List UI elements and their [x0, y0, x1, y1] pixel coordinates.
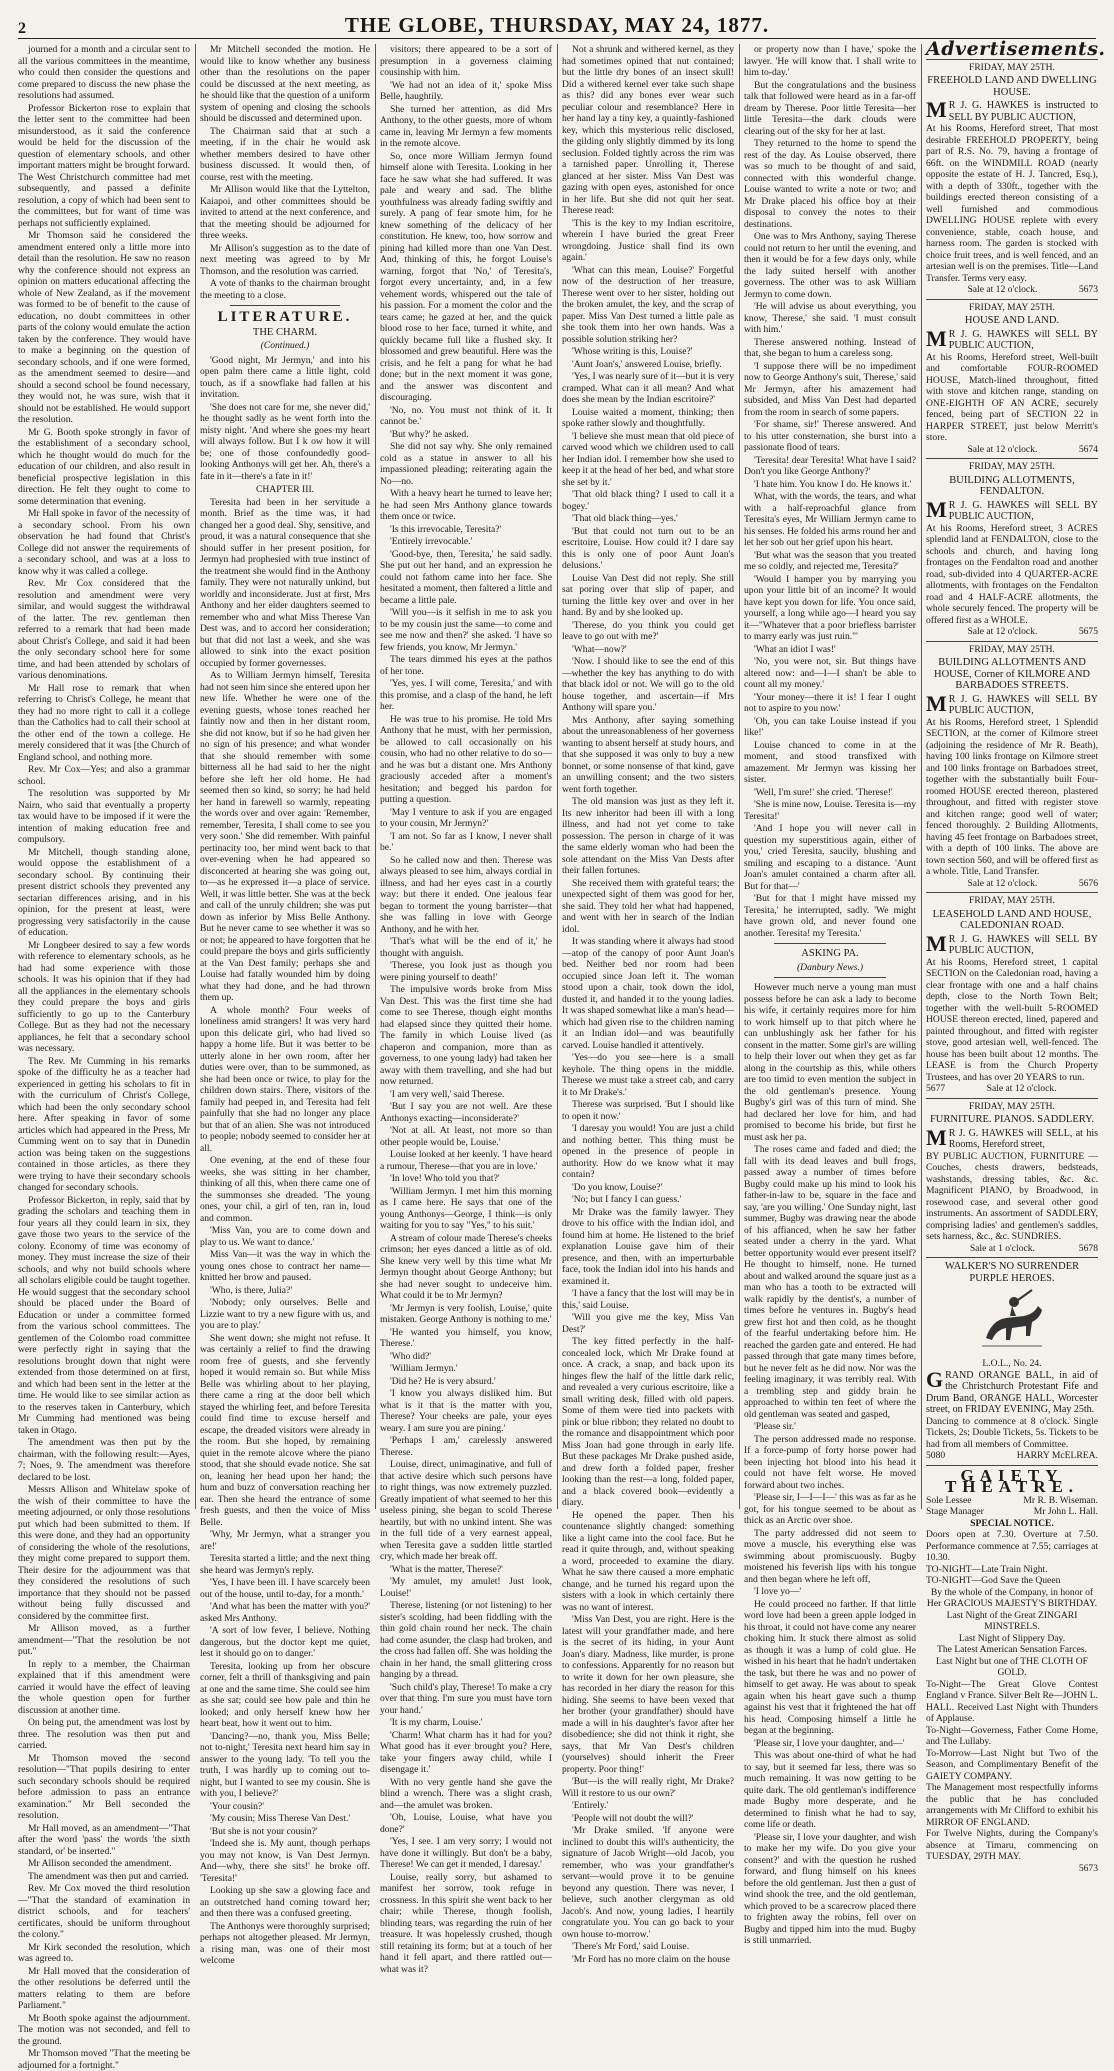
- ad-number: 5675: [1078, 626, 1098, 637]
- paragraph: 'We had not an idea of it,' spoke Miss Belle, haughtily.: [380, 79, 552, 102]
- paragraph: 'Your money—there it is! I fear I ought not to aspire to you now.': [744, 691, 916, 714]
- paragraph: Mr Hall moved, as an amendment—"That after the word 'pass' the words 'the sixth standard, or' be inserted.": [18, 1822, 190, 1857]
- paragraph: Teresita started a little; and the next thing she heard was Jermyn's reply.: [200, 1553, 370, 1576]
- paragraph: A whole month? Four weeks of loneliness amid strangers! It was very hard upon this delicate girl, who had lived so happy a home life. But it was better to be utterly alone in her own room, after her duties were over, than to be summoned, as she had been once or twice, to play for the children down stairs. There, visitors of the family had peeped in, and Teresita had felt painfully that she had no longer any place but that of an alien. She was not introduced to people; nobody seemed to consider her at all.: [200, 1004, 370, 1154]
- ad-number: 5674: [1078, 443, 1098, 455]
- ad-date: FRIDAY, MAY 25TH.: [969, 896, 1055, 906]
- paragraph: 'In love! Who told you that?': [390, 1173, 500, 1184]
- ad-sale-time: Sale at 12 o'clock.: [986, 1083, 1057, 1094]
- paragraph: 'Who, is there, Julia?': [210, 1284, 293, 1296]
- drop-cap: G: [926, 1366, 944, 1392]
- paragraph: 'May I venture to ask if you are engaged to your cousin, Mr Jermyn?': [380, 806, 552, 829]
- paragraph: This was about one-third of what he had to say, but it seemed far less, there was so much remaining. It was now getting to be quite dark. The old gentleman's indifference made Bugby more desperate, and he determined to finish what he had to say, come life or death.: [744, 1750, 916, 1830]
- column-2: [200, 44, 370, 1966]
- story-part-3: [380, 44, 552, 1975]
- paragraph: Louise, direct, unimaginative, and full of that active desire which such persons have to right things, was now extremely puzzled. Greatly impatient of what seemed to her this useless pining, she began to scold Therese heartily, but with no unkind intent. She was in the full tide of a very earnest appeal, when Teresita gave a sudden little startled cry, which made her break off.: [380, 1459, 552, 1562]
- paragraph: 'I love yo—': [754, 1586, 802, 1597]
- paragraph: Mr G. Booth spoke strongly in favor of the establishment of a secondary school, which he thought would do much for the education of our children, and also result in beneficial prospective legislation in this direction. He felt they ought to come to some determination that evening.: [18, 426, 190, 507]
- paragraph: Therese, listening (or not listening) to her sister's scolding, had been fiddling with the thin gold chain round her neck. The chain had come asunder, the clasp had broken, and the cross had fallen off. She was holding the chain in her hand, the small glittering cross hanging by a thread.: [380, 1600, 552, 1680]
- lessee-name: Mr R. B. Wiseman.: [1023, 1494, 1098, 1506]
- paragraph: Miss Van—it was the way in which the young ones chose to contract her name—knitted her brow and paused.: [200, 1249, 370, 1283]
- paragraph: He opened the paper. Then his countenance slightly changed: something like a light came into the cool face. But he read it quite through, and, without speaking a word, proceeded to examine the diary. What he saw there caused a more emphatic change, and he turned his regard upon the sisters with a look in which certainly there was no want of interest.: [562, 1509, 734, 1613]
- ad-date: FRIDAY, MAY 25TH.: [969, 62, 1055, 73]
- paragraph: 'I believe she must mean that old piece of carved wood which we children used to call her Indian idol. I remember how she used to keep it at the head of her bed, and what store she set by it.': [562, 430, 734, 488]
- paragraph: 'People will not doubt the will?': [572, 1812, 694, 1824]
- ad-signature: HARRY McELREA.: [1016, 1450, 1098, 1461]
- column-rule: [921, 44, 922, 1509]
- ad-lead: R J. G. HAWKES is instructed to SELL BY PUBLIC AUCTION,: [948, 100, 1098, 123]
- column-3: [380, 44, 552, 1975]
- paragraph: 'William Jermyn. I met him this morning as I came here. He says that one of the young Anthonys—George, I think—is only waiting for you to say "Yes," to his suit.': [380, 1185, 552, 1231]
- ad-caption: L.O.L., No. 24.: [982, 1358, 1042, 1369]
- ad-gaiety-theatre: [926, 1465, 1098, 1878]
- literature-heading: LITERATURE.: [217, 309, 353, 325]
- paragraph: A stream of colour made Therese's cheeks crimson; her eyes danced a little as of old. She knew very well by this time what Mr Jermyn thought about George Anthony; but she had never sought to undeceive him. What could it be to Mr Jermyn?: [380, 1232, 552, 1301]
- paragraph: 'Charm! What charm has it had for you? What good has it ever brought you? Here, take your fingers away child, while I disengage it.': [380, 1729, 552, 1775]
- paragraph: Mr Mitchell seconded the motion. He would like to know whether any business other than the resolutions on the paper could be discussed at the next meeting, as he should like that the question of a uniform system of opening and closing the schools should be discussed and determined upon.: [200, 44, 370, 124]
- paragraph: 'Please sir, I—I—I—' this was as far as he got, for his tongue seemed to be about as thick as an Arctic over shoe.: [744, 1492, 916, 1526]
- programme-line: To-Night—The Great Glove Contest England v France. Silver Belt Re—JOHN L. HALL. Received Last Night with Thunders of Applause.: [926, 1678, 1098, 1724]
- paragraph: Mr Drake was the family lawyer. They drove to his office with the Indian idol, and found him at home. He listened to the brief explanation Louise gave him of their presence, and then, with an imperturbable face, took the Indian idol into his hands and examined it.: [562, 1206, 734, 1287]
- ad-kilmore-barbadoes: [926, 641, 1098, 893]
- paragraph: One was to Mrs Anthony, saying Therese could not return to her until the evening, and then it would be for a few days only, while the lady suited herself with another governess. The other was to ask William Jermyn to come down.: [744, 231, 916, 300]
- column-1-education-report: [18, 44, 190, 2071]
- paragraph: With a heavy heart he turned to leave her; he had seen Mrs Anthony glance towards them once or twice.: [380, 488, 552, 522]
- paragraph: 'Perhaps I am,' carelessly answered Therese.: [380, 1435, 552, 1458]
- ad-date: FRIDAY, MAY 25TH.: [969, 462, 1055, 472]
- paragraph: Mr Thomson said he considered the amendment entered only a little more into detail than the resolution. He saw no reason why the conference should not express an opinion on matters educational affecting the whole of New Zealand, as if the movement was formed to be of benefit to the cause of education, no doubt committees in other parts of the colony would emulate the action taken by the conference. They would have to make a beginning on the question of secondary schools, and if one were formed, as the amendment seemed to desire—and should a second school be found necessary, they would not, he was sure, wish that it should not be established. He would support the resolution.: [18, 230, 190, 425]
- ad-furniture-pianos: [926, 1098, 1098, 1258]
- paragraph: 'No; but I fancy I can guess.': [572, 1194, 682, 1205]
- ad-lead: R J. G. HAWKES will SELL BY PUBLIC AUCTION,: [948, 328, 1098, 351]
- paragraph: The old mansion was just as they left it. Its new inheritor had been ill with a long illness, and had not yet come to take possession. The person in charge of it was the same elderly woman who had been the sole attendant on the Miss Van Dests after their fallen fortunes.: [562, 796, 734, 876]
- paragraph: Not a shrunk and withered kernel, as they had sometimes opined that nut contained; but the little dry bones of an insect skull! Did a withered kernel ever take such shape as this? did any bones ever wear such peculiar colour and resemblance? Here in her hand lay a tiny key, a quaintly-fashioned key, which this mysterious relic disclosed, the gilding only slightly dimmed by its long seclusion. Folded tightly across the rim was a tarnished paper. Unrolling it, Therese glanced at her sister. Miss Van Dest was gazing with open eyes, astonished for once in her life. But she did not quit her seat. Therese read:: [562, 44, 734, 216]
- paragraph: 'But she is not your cousin?': [210, 1825, 318, 1837]
- story-part-1: [200, 355, 370, 483]
- paragraph: Therese answered nothing. Instead of that, she began to hum a careless song.: [744, 336, 916, 359]
- drop-cap: M: [926, 97, 947, 122]
- paragraph: So he called now and then. Therese was always pleased to see him, always cordial in illness, and had her eyes cast in a courtly way: but there it ended. One jealous fear began to torment the young barrister—that she was falling in love with George Anthony, and he with her.: [380, 854, 552, 935]
- paragraph: 'Yes—do you see—here is a small keyhole. The thing opens in the middle. Therese we must take a street cab, and carry it to Mr Drake's.': [562, 1052, 734, 1098]
- paragraph: 'Please sir.': [754, 1421, 796, 1432]
- paragraph: She turned her attention, as did Mrs Anthony, to the other guests, more of whom came in, leaving Mr Jermyn a few moments in the remote alcove.: [380, 103, 552, 149]
- paragraph: 'Yes, I see. I am very sorry; I would not have done it willingly. But don't be a baby, Therese! We can get it mended, I daresay.': [380, 1836, 552, 1870]
- paragraph: 'I hate him. You know I do. He knows it.': [754, 478, 912, 490]
- column-rule: [195, 44, 196, 1509]
- paragraph: 'There's Mr Ford,' said Louise.: [572, 1941, 690, 1952]
- ad-sale-time: Sale at 12 o'clock.: [967, 284, 1038, 295]
- paragraph: On being put, the amendment was lost by three. The resolution was then put and carried.: [18, 1717, 190, 1751]
- ad-number: 5673: [1078, 1862, 1098, 1874]
- paragraph: 'Therese, do you think you could get leave to go out with me?': [562, 619, 734, 642]
- programme-line: The Management most respectfully informs the public that he has concluded arrangements with Mr Clifford to exhibit his MIRROR OF ENGLAND.: [926, 1782, 1098, 1828]
- paragraph: 'Good-bye, then, Teresita,' he said sadly. She put out her hand, and an expression he could not fathom came into her face. She hesitated a moment, then faltered a little and became a little pale.: [380, 548, 552, 606]
- paragraph: 'And what has been the matter with you?' asked Mrs Anthony.: [200, 1601, 370, 1624]
- paragraph: 'I am very well,' said Therese.: [390, 1088, 505, 1100]
- paragraph: 'William Jermyn.': [390, 1363, 458, 1374]
- ad-heading: LEASEHOLD LAND AND HOUSE, CALEDONIAN ROAD.: [932, 908, 1092, 931]
- paragraph: The amendment was then put and carried.: [28, 1870, 189, 1882]
- paragraph: Professor Bickerton rose to explain that the letter sent to the committee had been misunderstood, as it said the conference would be held for the discussion of the question of elementary schools, and other important matters might be brought forward. The West Christchurch committee had met subsequently, and passed a definite resolution, a copy of which had been sent to the committees, but for want of time was perhaps not sufficiently explained.: [18, 102, 190, 229]
- paragraph: 'Mr Ford has no more claim on the house: [572, 1953, 730, 1965]
- paragraph: Louise chanced to come in at the moment, and stood transfixed with amazement. Mr Jermyn was kissing her sister.: [744, 739, 916, 785]
- paragraph: 'Why, Mr Jermyn, what a stranger you are!': [200, 1529, 370, 1552]
- paragraph: 'Teresita! dear Teresita! What have I said? Don't you like George Anthony?': [744, 454, 916, 477]
- paragraph: 'This is the key to my Indian escritoire, wherein I have buried the great Freer wrongdoing. Justice shall find its own again.': [562, 217, 734, 263]
- ad-sale-time: Sale at 12 o'clock.: [967, 877, 1038, 889]
- paragraph: Louise Van Dest did not reply. She still sat poring over that slip of paper, and turning the little key over and over in her hand. By and by she looked up.: [562, 572, 734, 618]
- paragraph: or property now than I have,' spoke the lawyer. 'He will know that. I shall write to him to-day.': [744, 44, 916, 78]
- ad-lead: R J. G. HAWKES will SELL BY PUBLIC AUCTION,: [948, 933, 1098, 956]
- paragraph: Mr Thomson moved "That the meeting be adjourned for a fortnight.": [18, 2048, 190, 2071]
- ad-freehold-land: [926, 59, 1098, 299]
- paragraph: She did not say why. She only remained cold as a statue in answer to all his impassioned pleading; reiterating again the No—no.: [380, 441, 552, 487]
- paragraph: Teresita, looking up from her obscure corner, felt a thrill of thanksgiving and pain at one and the same time. She could see him as she sat; could see how pale and thin he looked; and only herself knew how her heart beat, how it went out to him.: [200, 1660, 370, 1729]
- paragraph: 'But I say you are not well. Are these Anthonys exacting—inconsiderate?': [380, 1101, 552, 1124]
- paragraph: The key fitted perfectly in the half-concealed lock, which Mr Drake found at once. A crack, a snap, and back upon its hinges flew the half of the little dark relic, and revealed a very curious escritoire, like a small writing desk, filled with old papers. Some of them were tied into packets with pink or blue ribbon; they related no doubt to the romance and disappointment which poor Miss Joan had gone through in early life. But these packages Mr Drake pushed aside, and drew forth a folded paper, fresher looking than the rest—a long, folded paper, and a black covered book—evidently a diary.: [562, 1336, 734, 1508]
- paragraph: 'What is the matter, Therese?': [390, 1563, 503, 1575]
- ad-lead: R J. G. HAWKES will SELL BY PUBLIC AUCTION,: [948, 693, 1098, 716]
- paragraph: 'He will advise us about everything, you know, Therese,' she said. 'I must consult with him.': [744, 301, 916, 335]
- paragraph: 'My cousin; Miss Therese Van Dest.': [210, 1813, 351, 1824]
- column-rule: [557, 44, 558, 1509]
- programme-line: By the whole of the Company, in honor of Her GRACIOUS MAJESTY'S BIRTHDAY.: [926, 1586, 1098, 1609]
- ad-sale-time: Sale at 12 o'clock.: [967, 626, 1038, 637]
- programme-line: Last Night of the Great ZINGARI MINSTRELS.: [946, 1609, 1078, 1632]
- programme-line: The Latest American Sensation Farces.: [937, 1644, 1087, 1655]
- paragraph: She went down; she might not refuse. It was certainly a relief to find the drawing room free of guests, and she fervently hoped it would remain so. But while Miss Belle was whirling about to her playing, there came a ring at the door bell which stayed the whirling feet, and before Teresita could find time to excuse herself and escape, the dreaded visitors were already in the room. But she hoped, by remaining quiet in the remote alcove where the piano stood, that she should evade notice. She sat on, leaning her head upon her hand; the hum and buzz of conversation reaching her ear. Then she heard the entrance of some fresh guests, and then the voice of Miss Belle.: [200, 1332, 370, 1528]
- story-part-2: [200, 497, 370, 1967]
- paragraph: Rev. Mr Cox—Yes; and also a grammar school.: [18, 764, 190, 787]
- ad-body: Dancing to commence at 8 o'clock. Single Tickets, 2s; Double Tickets, 5s. Tickets to be had from all members of Committee.: [926, 1415, 1098, 1450]
- paragraph: 'Yes, I have been ill. I have scarcely been out of the house, until to-day, for a month.': [200, 1577, 370, 1600]
- paragraph: journed for a month and a circular sent to all the various committees in the meantime, who could then consider the questions and come prepared to discuss the new phase the resolutions had assumed.: [18, 44, 190, 101]
- paragraph: 'But why?' he asked.: [390, 428, 469, 440]
- paragraph: What, with the words, the tears, and what with a half-reproachful glance from Teresita's eyes, Mr William Jermyn came to his senses. He folded his arms round her and let her sob out her grief upon his heart.: [744, 491, 916, 548]
- story-ending: [744, 44, 916, 939]
- drop-cap: M: [926, 930, 947, 956]
- paragraph: 'That old black thing? I used to call it a bogey.': [562, 489, 734, 512]
- paragraph: 'What an idiot I was!': [754, 643, 836, 655]
- paragraph: Louise, really sorry, but ashamed to manifest her sorrow, took refuge in crossness. In this spirit she went back to her chair; while Therese, though foolish, blinding tears, was regarding the ruin of her treasure. It was hopelessly crushed, though still retaining its form; but at a touch of her hand it fell apart, and there rattled out—what was it?: [380, 1871, 552, 1975]
- page-number: 2: [18, 20, 26, 37]
- paragraph: 'Mr Jermyn is very foolish, Louise,' quite mistaken. George Anthony is nothing to me.': [380, 1302, 552, 1325]
- paragraph: 'Oh, Louise, Louise, what have you done?': [380, 1812, 552, 1835]
- ad-heading: HOUSE AND LAND.: [964, 315, 1060, 326]
- paragraph: Mr Mitchell, though standing alone, would oppose the establishment of a secondary school. By continuing their present district schools they prevented any sectarian differences arising, and in his opinion, for the present at least, were progressing very satisfactorily in the cause of education.: [18, 846, 190, 938]
- paragraph: 'Entirely irrevocable.': [390, 536, 473, 547]
- paragraph: Mr Allison would like that the Lyttelton, Kaiapoi, and other committees should be invited to attend at the next conference, and that the meeting should be adjourned for three weeks.: [200, 184, 370, 241]
- paragraph: visitors; there appeared to be a sort of presumption in a governess claiming cousinship with him.: [380, 44, 552, 78]
- ad-heading: FREEHOLD LAND AND DWELLING HOUSE.: [927, 75, 1097, 98]
- programme-line: Last Night of Slippery Day.: [958, 1632, 1066, 1644]
- special-notice: SPECIAL NOTICE.: [970, 1517, 1054, 1529]
- ad-body: BY PUBLIC AUCTION, FURNITURE — Couches, chests drawers, bedsteads, washstands, dressing tables, &c. &c. Magnificent PIANO, by Broadwood, in rosewood case, and several other good instruments. An assortment of SADDLERY, comprising ladies' and gentlemen's saddles, sets harness, &c., &c. SUNDRIES.: [926, 1150, 1098, 1242]
- paragraph: 'Is this irrevocable, Teresita?': [390, 523, 502, 535]
- ad-number: 5673: [1078, 284, 1098, 295]
- paragraph: He was true to his promise. He told Mrs Anthony that he must, with her permission, be allowed to call occasionally on his cousin, who had no other relative to do so—and he was but a distant one. Mrs Anthony graciously acceded after a moment's hesitation; and begged his pardon for putting a question.: [380, 713, 552, 805]
- paragraph: Mr Hall rose to remark that when referring to Christ's College, he meant that they had no more right to call it a college than the Catholics had to call their school at the other end of the town a college. He merely considered that it was [the Church of England school, and nothing more.: [18, 682, 190, 763]
- page-title: THE GLOBE, THURSDAY, MAY 24, 1877.: [344, 13, 770, 37]
- paragraph: 'It is my charm, Louise.': [390, 1717, 483, 1728]
- ad-lead: R J. G. HAWKES will SELL, at his Rooms, Hereford street,: [948, 1127, 1098, 1150]
- doors-time: Doors open at 7.30. Overture at 7.50. Performance commence at 7.55; carriages at 10.30.: [926, 1529, 1098, 1563]
- ad-house-and-land: [926, 299, 1098, 459]
- ad-number: 5678: [1078, 1242, 1098, 1254]
- programme-line: TO-NIGHT—God Save the Queen: [926, 1575, 1061, 1586]
- paragraph: 'Your cousin?': [210, 1800, 264, 1812]
- paragraph: The amendment was then put by the chairman, with the following result:—Ayes, 7; Noes, 9. The amendment was therefore declared to be lost.: [18, 1437, 190, 1483]
- programme-line: For Twelve Nights, during the Company's absence at Timaru, commencing on TUESDAY, 29TH MAY.: [926, 1828, 1098, 1862]
- asking-pa-body: [744, 982, 916, 1947]
- column-rule: [739, 44, 740, 1509]
- paragraph: Rev. Mr Cox considered that the resolution and amendment were very similar, and would suggest the withdrawal of the latter. The rev. gentleman then referred to a remark that had been made about Christ's College, and said it had been the only secondary school here for some time, and had been attended by scholars of various denominations.: [18, 578, 190, 681]
- paragraph: 'I daresay you would! You are just a child and nothing better. This thing must be opened in the presence of people in authority. How do we know what it may contain?: [562, 1123, 734, 1180]
- paragraph: 'Yes, I was nearly sure of it—but it is very cramped. What can it all mean? And what does she mean by the Indian escritoire?': [562, 371, 734, 405]
- masthead: [18, 10, 1096, 39]
- paragraph: 'She is mine now, Louise. Teresita is—my Teresita!': [744, 799, 916, 822]
- paragraph: 'Miss Van Dest, you are right. Here is the latest will your grandfather made, and here is the secret of its hiding, in your Aunt Joan's diary. Madness, like murder, is prone to confessions. Apparently for no reason but to write it down for her own pleasure, she has recorded in her diary the reason for this hiding. She seems to have been vexed that her brother (your grandfather) should have made a will in his daughter's favor after her disobedience; she did not think it right, she says, that Mr Van Dest's children (yourselves) should inherit the Freer property. Poor thing!': [562, 1614, 734, 1775]
- ad-leasehold-caledonian: [926, 892, 1098, 1098]
- paragraph: 'For shame, sir!' Therese answered. And to his utter consternation, she burst into a passionate flood of tears.: [744, 419, 916, 453]
- paragraph: 'Who did?': [390, 1350, 432, 1362]
- ad-heading: GAIETY THEATRE.: [944, 1465, 1080, 1496]
- paragraph: Mr Booth spoke against the adjournment. The motion was not seconded, and fell to the ground.: [18, 2012, 190, 2047]
- asking-pa-source: (Danbury News.): [796, 961, 864, 973]
- paragraph: 'Such child's play, Therese! To make a cry over that thing. I'm sure you must have torn your hand.': [380, 1681, 552, 1716]
- paragraph: She received them with grateful tears; the unexpected sight of them was good for her, she said. They told her what had happened, and went with her in search of the Indian idol.: [562, 877, 734, 935]
- paragraph: 'But that could not turn out to be an escritoire, Louise. How could it? I dare say this is only one of poor Aunt Joan's delusions.': [562, 525, 734, 571]
- ad-date: FRIDAY, MAY 25TH.: [969, 644, 1055, 655]
- drop-cap: M: [926, 690, 947, 716]
- paragraph: Mr Thomson moved the second resolution—"That pupils desiring to enter such secondary schools should be required before admission to pass an entrance examination." Mr Bell seconded the resolution.: [18, 1752, 190, 1821]
- paragraph: Mr Hall moved that the consideration of the other resolutions be deferred until the matters relating to them are before Parliament.": [18, 1965, 190, 2011]
- paragraph: 'That's what will be the end of it,' he thought with anguish.: [380, 936, 552, 959]
- paragraph: 'Would I hamper you by marrying you upon your little bit of an income? It would have kept you down for life. You once said, yourself, a long while ago—I heard you say it—"Whatever that a poor briefless barrister to marry early was just ruin."': [744, 573, 916, 642]
- ad-body: At his Rooms, Hereford street, 1 Splendid SECTION, at the corner of Kilmore street (adjoining the residence of Mr R. Beath), having 100 links frontage on Kilmore street and 100 links frontage on Barbadoes street, together with the substantially built Four-roomed HOUSE erected thereon, plastered throughout, and fitted with register stove and kitchen range; good well of water; fenced thoroughly. 2 Building Allotments, having 45 feet frontage on Barbadoes street, with a depth of 100 links. The above are town section 560, and will be offered first as a whole. Title, Land Transfer.: [926, 716, 1098, 877]
- paragraph: Professor Bickerton, in reply, said that by grading the scholars and teaching them in four years all they could learn in six, they gave those two years to the service of the colony. Economy of time was economy of money. They must increase the size of their schools, and why not build schools where all scholars eligible could be taught together. He would suggest that the secondary school should be placed under the Board of Education or under a committee formed from the various school committees. The gentlemen of the Colombo road committee were perfectly right in saying that the resolutions brought down that night were extended from those determined on at first, and which had been sent in the letter at the time. He would like to see similar action as to the reserves taken in Canterbury, which Mr Cumming had mentioned was being taken in Otago.: [18, 1194, 190, 1436]
- paragraph: The party addressed did not seem to move a muscle, his everything else was swimming about promiscuously. Bugby moistened his feverish lips with his tongue and then began where he left off,: [744, 1527, 916, 1585]
- paragraph: One evening, at the end of these four weeks, she was sitting in her chamber, thinking of all this, when there came one of the summonses she dreaded. 'The young ones, your chil, a girl of ten, ran in, loud and common.: [200, 1155, 370, 1224]
- paragraph: 'Miss Van, you are to come down and play to us. We want to dance.': [200, 1225, 370, 1248]
- paragraph: 'Oh, you can take Louise instead if you like!': [744, 715, 916, 738]
- king-william-horseman-icon: [972, 1286, 1052, 1356]
- paragraph: Mr Kirk seconded the resolution, which was agreed to.: [18, 1941, 190, 1964]
- paragraph: 'Entirely.': [572, 1800, 609, 1811]
- advertisements-heading: Advertisements.: [926, 38, 1106, 60]
- ad-lead: RAND ORANGE BALL, in aid of the Christchurch Protestant Fife and Drum Band, ORANGE HALL, Worcester street, on FRIDAY EVENING, May 25th.: [926, 1369, 1098, 1415]
- paragraph: 'A sort of low fever, I believe. Nothing dangerous, but the doctor kept me quiet, lest it should go on to danger.': [200, 1625, 370, 1659]
- column-rule: [375, 44, 376, 1509]
- paragraph: 'Did he? He is very absurd.': [390, 1375, 496, 1387]
- ad-heading: FURNITURE. PIANOS. SADDLERY.: [929, 1114, 1095, 1125]
- paragraph: 'What can this mean, Louise?' Forgetful now of the destruction of her treasure, Therese went over to her sister, holding out the broken amulet, the key, and the scrap of paper. Miss Van Dest turned a little pale as she took them into her own hands. Was a possible solution striking her?: [562, 264, 734, 345]
- paragraph: 'But what was the season that you treated me so coldly, and rejected me, Teresita?': [744, 549, 916, 572]
- manager-label: Stage Manager: [926, 1506, 984, 1517]
- paragraph: 'He wanted you himself, you know, Therese.': [380, 1326, 552, 1349]
- horseman-illustration: [926, 1286, 1098, 1356]
- ad-fendalton-allotments: [926, 458, 1098, 641]
- ad-body: At his Rooms, Hereford street, 3 ACRES splendid land at FENDALTON, close to the schools and church, and having long frontages on the Fendalton road and another road, sub-divided into 4 QUARTER-ACRE allotments, with frontages on the Fendalton road and 4 HALF-ACRE allotments, the whole securely fenced. The property will be offered first as a WHOLE.: [926, 522, 1098, 626]
- ad-orange-ball: [926, 1257, 1098, 1465]
- paragraph: Louise looked at her keenly. 'I have heard a rumour, Therese—that you are in love.': [380, 1149, 552, 1172]
- chapter-heading: CHAPTER III.: [255, 484, 315, 495]
- paragraph: Teresita had been in her servitude a month. Brief as the time was, it had changed her a good deal. Shy, sensitive, and proud, it was a natural consequence that she should suffer in her present position, for Jermyn had prophesied with true instinct of the treatment she would find in the Anthony family. They were not naturally unkind, but worldly and inconsiderate. Just at first, Mrs Anthony and her elder daughters seemed to remember who and what Miss Therese Van Dest was, and to accord her consideration; but that did not last a week, and she was allowed to sink into the exact position occupied by former governesses.: [200, 496, 370, 669]
- paragraph: However much nerve a young man must possess before he can ask a lady to become his wife, it certainly requires more for him to work himself up to that pitch where he can unblushingly ask her father for his consent in the matter. Some girl's are willing to help their lover out when they get as far along in the courtship as this, while others are too timid to even mention the subject in the old gentleman's presence. Young Bugby's girl was of this turn of mind. She had declared her love for him, and had promised to become his bride, but first he must ask her pa.: [744, 982, 916, 1143]
- paragraph: 'Yes, yes. I will come, Teresita,' and with this promise, and a clasp of the hand, he left her.: [380, 678, 552, 712]
- meeting-report-end: [200, 44, 370, 301]
- paragraph: 'Good night, Mr Jermyn,' and into his open palm there came a little light, cold touch, as if a snowflake had fallen at his invitation.: [200, 354, 370, 400]
- paragraph: 'But for that I might have missed my Teresita,' he interrupted, sadly. 'We might have grown old, and never found one another. Teresita! my Teresita.': [744, 893, 916, 939]
- ad-number: 5080: [926, 1450, 946, 1461]
- paragraph: 'Therese, you look just as though you were pining yourself to death!': [380, 960, 552, 983]
- paragraph: The Rev. Mr Cumming in his remarks spoke of the difficulty he as a teacher had experienced in getting his scholars to fit in with the curriculum of Christ's College, which had been the only secondary school here. After speaking in favor of some articles which had appeared in the Press, Mr Cumming went on to say that in Dunedin action was being taken on the suggestions contained in those articles, as there they were trying to have their secondary schools changed for secondary schools.: [18, 1055, 190, 1193]
- paragraph: With no very gentle hand she gave the blind a wrench. There was a slight crash, and—the amulet was broken.: [380, 1776, 552, 1811]
- programme-line: TO-NIGHT—Late Train Night.: [926, 1563, 1048, 1575]
- paragraph: The roses came and faded and died; the fall with its dead leaves and bull frogs, passed away a number of times before Bugby could make up his mind to look his father-in-law to be, square in the face and say, 'are you willing.' One Sunday night, last summer, Bugby was drawing near the abode of his affianced, when he saw her father seated under a cherry in the yard. What better opportunity would ever present itself? He thought to himself, none. He turned about and walked around the square just as a man who has a tooth to be extracted will walk rapidly by the dentist's, a number of times before he ventures in. Bugby's head grew first hot and then cold, as he thought of the fearful undertaking before him. He reached the garden gate and entered. He had passed through that gate many times before, but he never felt as he did now. Nor was the feeling imaginary, it was terribly real. With a trembling step and giddy brain he approached to within ten feet of where the old gentleman was seated and gasped,: [744, 1144, 916, 1420]
- paragraph: 'That old black thing—yes.': [572, 513, 678, 524]
- paragraph: 'Dancing?—no, thank you, Miss Belle; not to-night,' Teresita next heard him say in answer to the young lady. 'To tell you the truth, I was hardly up to coming out to-night, but I wanted to see my cousin. She is with you, I believe?': [200, 1730, 370, 1799]
- paragraph: 'But—is the will really right, Mr Drake? Will it restore to us our own?': [562, 1776, 734, 1799]
- paragraph: 'Indeed she is. My aunt, though perhaps you may not know, is Van Dest Jermyn. And—why, there she sits!' he broke off. 'Teresita!': [200, 1838, 370, 1884]
- manager-name: Mr John L. Hall.: [1033, 1506, 1098, 1517]
- paragraph: 'And I hope you will never call in question my superstitious again, either of you,' cried Teresita, saucily, blushing and smiling and escaping to a distance. 'Aunt Joan's amulet contained a charm after all. But for that—': [744, 823, 916, 892]
- drop-cap: M: [926, 496, 947, 522]
- ad-lead: R J. G. HAWKES will SELL BY PUBLIC AUCTION,: [948, 499, 1098, 522]
- ad-heading: WALKER'S NO SURRENDER PURPLE HEROES.: [944, 1261, 1080, 1284]
- paragraph: 'Will you—is it selfish in me to ask you to be my cousin just the same—to come and see me now and then?' she asked. 'I have so few friends, you know, Mr Jermyn.': [380, 607, 552, 653]
- paragraph: As to William Jermyn himself, Teresita had not seen him since she entered upon her new life. Whether he were one of the evening guests, whose tones reached her faintly now and then in her distant room, she did not know, but if so he had given her no sign of his presence; and what wonder that she should remember with some bitterness all he had said to her the night before she left her old home. He had seemed then so kind, so sorry; he had held her hand in farewell so warmly, repeating the words over and over again: 'Remember, remember, Teresita, I shall come to see you very soon.' She did remember. With painful pertinacity too, her mind went back to that over-evening when he had appeared so disconcerted at hearing she was going out, to—as he expressed it—a place of service. Well, it was little better. She was at the beck and call of the unruly children; she was put down as inferior by Miss Belle Anthony. But he never came to see whether it was so or not; he appeared to have forgotten that he could prepare the boys and girls sufficiently at the Van Dest family; perhaps she and Louise had fatally wounded him by doing what they had done, and he had thrown them up.: [200, 670, 370, 1003]
- paragraph: Looking up she saw a glowing face and an outstretched hand coming toward her; and then there was a confused greeting.: [200, 1885, 370, 1919]
- paragraph: 'She does not care for me, she never did,' he thought sadly as he went forth into the misty night. 'And where she goes my heart will always follow. But I k ow how it will be; one of those confoundedly good-looking Anthonys will get her. Ah, there's a fate in it—there's a fate in it!': [200, 401, 370, 482]
- paragraph: Therese was surprised. 'But I should like to open it now.': [562, 1099, 734, 1122]
- ad-body: At his Rooms, Hereford street, That most desirable FREEHOLD PROPERTY, being part of R.S. No. 79, having a frontage of 66ft. on the WINDMILL ROAD (nearly opposite the estate of H. J. Tancred, Esq.), with a depth of 330ft., together with the buildings erected thereon consisting of a well furnished and commodious DWELLING HOUSE replete with every convenience, stable, coach house, and harness room. The garden is stocked with choice fruit trees, and is well fenced, and an artesian well is on the premises. Title—Land Transfer. Terms very easy.: [926, 123, 1098, 284]
- paragraph: He could proceed no farther. If that little word love had been a green apple lodged in his throat, it could not have come any nearer choking him. It stuck there almost as solid as though it was a lump of cold glue. He wished in his heart that he hadn't undertaken the task, but there he was and no power of himself to get away. He was about to speak again when his heart gave such a thump against his vest that it frightened the hat off his head. Composing himself a little he began at the beginning.: [744, 1598, 916, 1736]
- paragraph: The Chairman said that at such a meeting, if in the chair he would ask whether members desired to have other business discussed. It would then, of course, rest with the meeting.: [200, 125, 370, 183]
- paragraph: 'Nobody; only ourselves. Belle and Lizzie want to try a new figure with us, and you are to play.': [200, 1297, 370, 1331]
- paragraph: 'Now. I should like to see the end of this—whether the key has anything to do with that black idol or not. We will go to the old house together, and ascertain—if Mrs Anthony will spare you.': [562, 656, 734, 713]
- paragraph: 'Well, I'm sure!' she cried. 'Therese!': [754, 786, 893, 798]
- paragraph: They returned to the home to spend the rest of the day. As Louise observed, there was so much to be thought of and said, connected with this wonderful change. Louise wanted to write a note or two; and Mr Drake placed his office boy at their disposal to convey the notes to their destinations.: [744, 138, 916, 230]
- paragraph: So, once more William Jermyn found himself alone with Teresita. Looking in her face he saw what she had suffered. It was pale and weary and sad. The blithe youthfulness was already fading swiftly and surely. A pang of fear smote him, for he knew something of the delicacy of her constitution. He knew, too, how sorrow and pining had killed more than one Van Dest. And, thinking of this, he forgot Louise's warning, forgot that 'No,' of Teresita's, forgot every uncertainty, and, in a few vehement words, whispered out the tale of his passion. For a moment the color and the tears came; he gazed at her, and the quick blood rose to her face, turned it white, and quickly became full like a flushed sky. It blossomed and grew beautiful. Here was the crisis, and he felt a pang for what he had done; but in the next moment it was gone, and the answer was discontent and discouraging.: [380, 150, 552, 403]
- paragraph: 'I am not. So far as I know, I never shall be.': [380, 830, 552, 853]
- paragraph: 'Please sir, I love your daughter, and wish to make her my wife. Do you give your consent?' and with the question he rushed forward, and flung himself on his knees before the old gentleman. Just then a gust of wind shook the tree, and the old gentleman, which proved to be a scarecrow placed there to frighten away the robins, fell over on Bugby and tipped him into the mud. Bugby is still unmarried.: [744, 1831, 916, 1946]
- drop-cap: M: [926, 1124, 947, 1150]
- ad-sale-time: Sale at 12 o'clock.: [967, 443, 1038, 455]
- paragraph: The Anthonys were thoroughly surprised; perhaps not altogether pleased. Mr Jermyn, a rising man, was one of their most welcome: [200, 1920, 370, 1966]
- paragraph: The person addressed made no response. If a force-pump of forty horse power had been injecting hot blood into his head it could not have felt worse. He moved forward about two inches.: [744, 1433, 916, 1491]
- paragraph: But the congratulations and the business talk that followed were heard as in a far-off dream by Therese. Poor little Teresita—her little Teresita—the dark clouds were clearing out of the sky for her at last.: [744, 79, 916, 137]
- paragraph: Mr Allison seconded the amendment.: [28, 1858, 172, 1869]
- programme-line: Last Night but one of THE CLOTH OF GOLD.: [936, 1655, 1088, 1678]
- ad-date: FRIDAY, MAY 25TH.: [969, 302, 1055, 313]
- asking-pa-heading: ASKING PA.: [801, 948, 859, 959]
- paragraph: The impulsive words broke from Miss Van Dest. This was the first time she had come to see Therese, though eight months had elapsed since they quitted their home. The family in which Louise lived (as chaperon and companion, more than as governess, to one young lady) had taken her away with them travelling, and she had but now returned.: [380, 984, 552, 1087]
- paragraph: 'Whose writing is this, Louise?': [572, 346, 693, 357]
- paragraph: 'No, no. You must not think of it. It cannot be.': [380, 404, 552, 427]
- ad-heading: BUILDING ALLOTMENTS AND HOUSE, Corner of KILMORE AND BARBADOES STREETS.: [933, 657, 1091, 691]
- paragraph: 'Will you give me the key, Miss Van Dest?': [562, 1312, 734, 1335]
- column-4: [562, 44, 734, 1965]
- paragraph: 'I suppose there will be no impediment now to George Anthony's suit, Therese,' said Mr Jermyn, after his amazement had subsided, and Miss Van Dest had departed from the room in search of some papers.: [744, 360, 916, 418]
- ad-body: At his Rooms, Hereford street, 1 capital SECTION on the Caledonian road, having a clear frontage with one and a half chains depth, close to the North Town Belt; together with the well-built 5-ROOMED HOUSE thereon erected, lined, papered and painted throughout, and fitted with register stove, good artesian well, well-fenced. The house has been built about 12 months. The LEASE is from the Church Property Trustees, and has over 20 YEARS to run.: [926, 956, 1098, 1083]
- column-5: [744, 44, 916, 1946]
- paragraph: Mr Allison moved, as a further amendment—"That the resolution be not put.": [18, 1623, 190, 1657]
- paragraph: In reply to a member, the Chairman explained that if this amendment were carried it would have the effect of leaving the whole question open for further discussion at another time.: [18, 1658, 190, 1716]
- lessee-label: Sole Lessee: [926, 1494, 972, 1506]
- column-6-advertisements: [926, 38, 1106, 1874]
- paragraph: The resolution was supported by Mr Nairn, who said that eventually a property tax would have to be imposed if it were the intention of making education free and compulsory.: [18, 788, 190, 845]
- story-continued: (Continued.): [260, 340, 310, 351]
- paragraph: Mr Allison's suggestion as to the date of next meeting was agreed to by Mr Thomson, and the resolution was carried.: [200, 242, 370, 277]
- paragraph: The tears dimmed his eyes at the pathos of her tone.: [380, 654, 552, 677]
- paragraph: Mr Hall spoke in favor of the necessity of a secondary school. From his own observation he had found that Christ's College did not answer the requirements of a secondary school, and was at a loss to know why it was called a college.: [18, 508, 190, 577]
- paragraph: A vote of thanks to the chairman brought the meeting to a close.: [200, 278, 370, 301]
- paragraph: Messrs Allison and Whitelaw spoke of the wish of their committee to have the meeting adjourned, or only those resolutions put which had been submitted to them. If this were done, and they had an opportunity of considering the whole of the resolutions, they might come prepared to support them. Their desire for the adjournment was that they considered the resolutions of such importance that they should not be passed without being fully discussed and considered by the committee first.: [18, 1484, 190, 1622]
- paragraph: 'I have a fancy that the lost will may be in this,' said Louise.: [562, 1288, 734, 1311]
- story-title: THE CHARM.: [252, 326, 318, 338]
- paragraph: 'No, you were not, sir. But things have altered now: and—I—I shan't be able to count all my money.': [744, 656, 916, 690]
- ad-number: 5677: [926, 1083, 946, 1094]
- paragraph: It was standing where it always had stood—atop of the canopy of poor Aunt Joan's bed. Neither bed nor room had been occupied since Joan left it. The woman stood upon a chair, took down the idol, dusted it, and handed it to the young ladies. It was shaped somewhat like a man's head—which had given rise to the children naming it an Indian idol—and was beautifully carved. Louise handled it attentively.: [562, 936, 734, 1051]
- paragraph: 'What—now?': [572, 643, 627, 655]
- paragraph: 'Do you know, Louise?': [572, 1181, 663, 1193]
- drop-cap: M: [926, 325, 947, 351]
- paragraph: 'Mr Drake smiled. 'If anyone were inclined to doubt this will's authenticity, the signature of Jacob Wright—old Jacob, you remember, who was your grandfather's servant—would prove it to be genuine beyond any question. There was never, I believe, such another clergyman as old Jacob's. And now, young ladies, I heartily congratulate you. You can go back to your own house to-morrow.': [562, 1825, 734, 1940]
- ad-number: 5676: [1078, 877, 1098, 889]
- ad-body: At his Rooms, Hereford street, Well-built and comfortable FOUR-ROOMED HOUSE, Match-lined throughout, fitted with stove and kitchen range, standing on ONE-EIGHTH OF AN ACRE, securely fenced, being part of SECTION 22 in HARPER STREET, just below Merritt's store.: [926, 351, 1098, 443]
- ad-heading: BUILDING ALLOTMENTS, FENDALTON.: [949, 474, 1075, 497]
- paragraph: 'Please sir, I love your daughter, and—': [754, 1737, 905, 1749]
- paragraph: 'Not at all. At least, not more so than other people would be, Louise.': [380, 1125, 552, 1148]
- paragraph: 'My amulet, my amulet! Just look, Louise!': [380, 1576, 552, 1599]
- ad-date: FRIDAY, MAY 25TH.: [969, 1101, 1055, 1112]
- programme-line: To-Morrow—Last Night but Two of the Season, and Complimentary Benefit of the GAIETY COMPANY.: [926, 1747, 1098, 1782]
- programme-line: To-Night—Governess, Father Come Home, and The Lullaby.: [926, 1724, 1098, 1747]
- paragraph: Mrs Anthony, after saying something about the unreasonableness of her governess wanting to absent herself at study hours, and that she supposed it was only to buy a new bonnet, or some nonsense of that kind, gave an unwilling consent; and the two sisters went forth together.: [562, 714, 734, 795]
- paragraph: Mr Longbeer desired to say a few words with reference to elementary schools, as he had had some experience with those schools. It was his opinion that if they had all the appliances in the elementary schools they could prepare the boys and girls sufficiently to go up to the Canterbury College. But as they had not the necessary appliances, he felt that a secondary school was necessary.: [18, 939, 190, 1054]
- paragraph: 'I know you always disliked him. But what is it that is the matter with you, Therese? Your cheeks are pale, your eyes weary. I am sure you are pining.': [380, 1388, 552, 1434]
- ad-sale-time: Sale at 1 o'clock.: [969, 1242, 1035, 1254]
- paragraph: Rev. Mr Cox moved the third resolution—"That the standard of examination in district schools, and for teachers' certificates, should be uniform throughout the colony.": [18, 1883, 190, 1940]
- paragraph: 'Aunt Joan's,' answered Louise, briefly.: [572, 358, 722, 370]
- paragraph: Louise waited a moment, thinking; then spoke rather slowly and thoughtfully.: [562, 406, 734, 429]
